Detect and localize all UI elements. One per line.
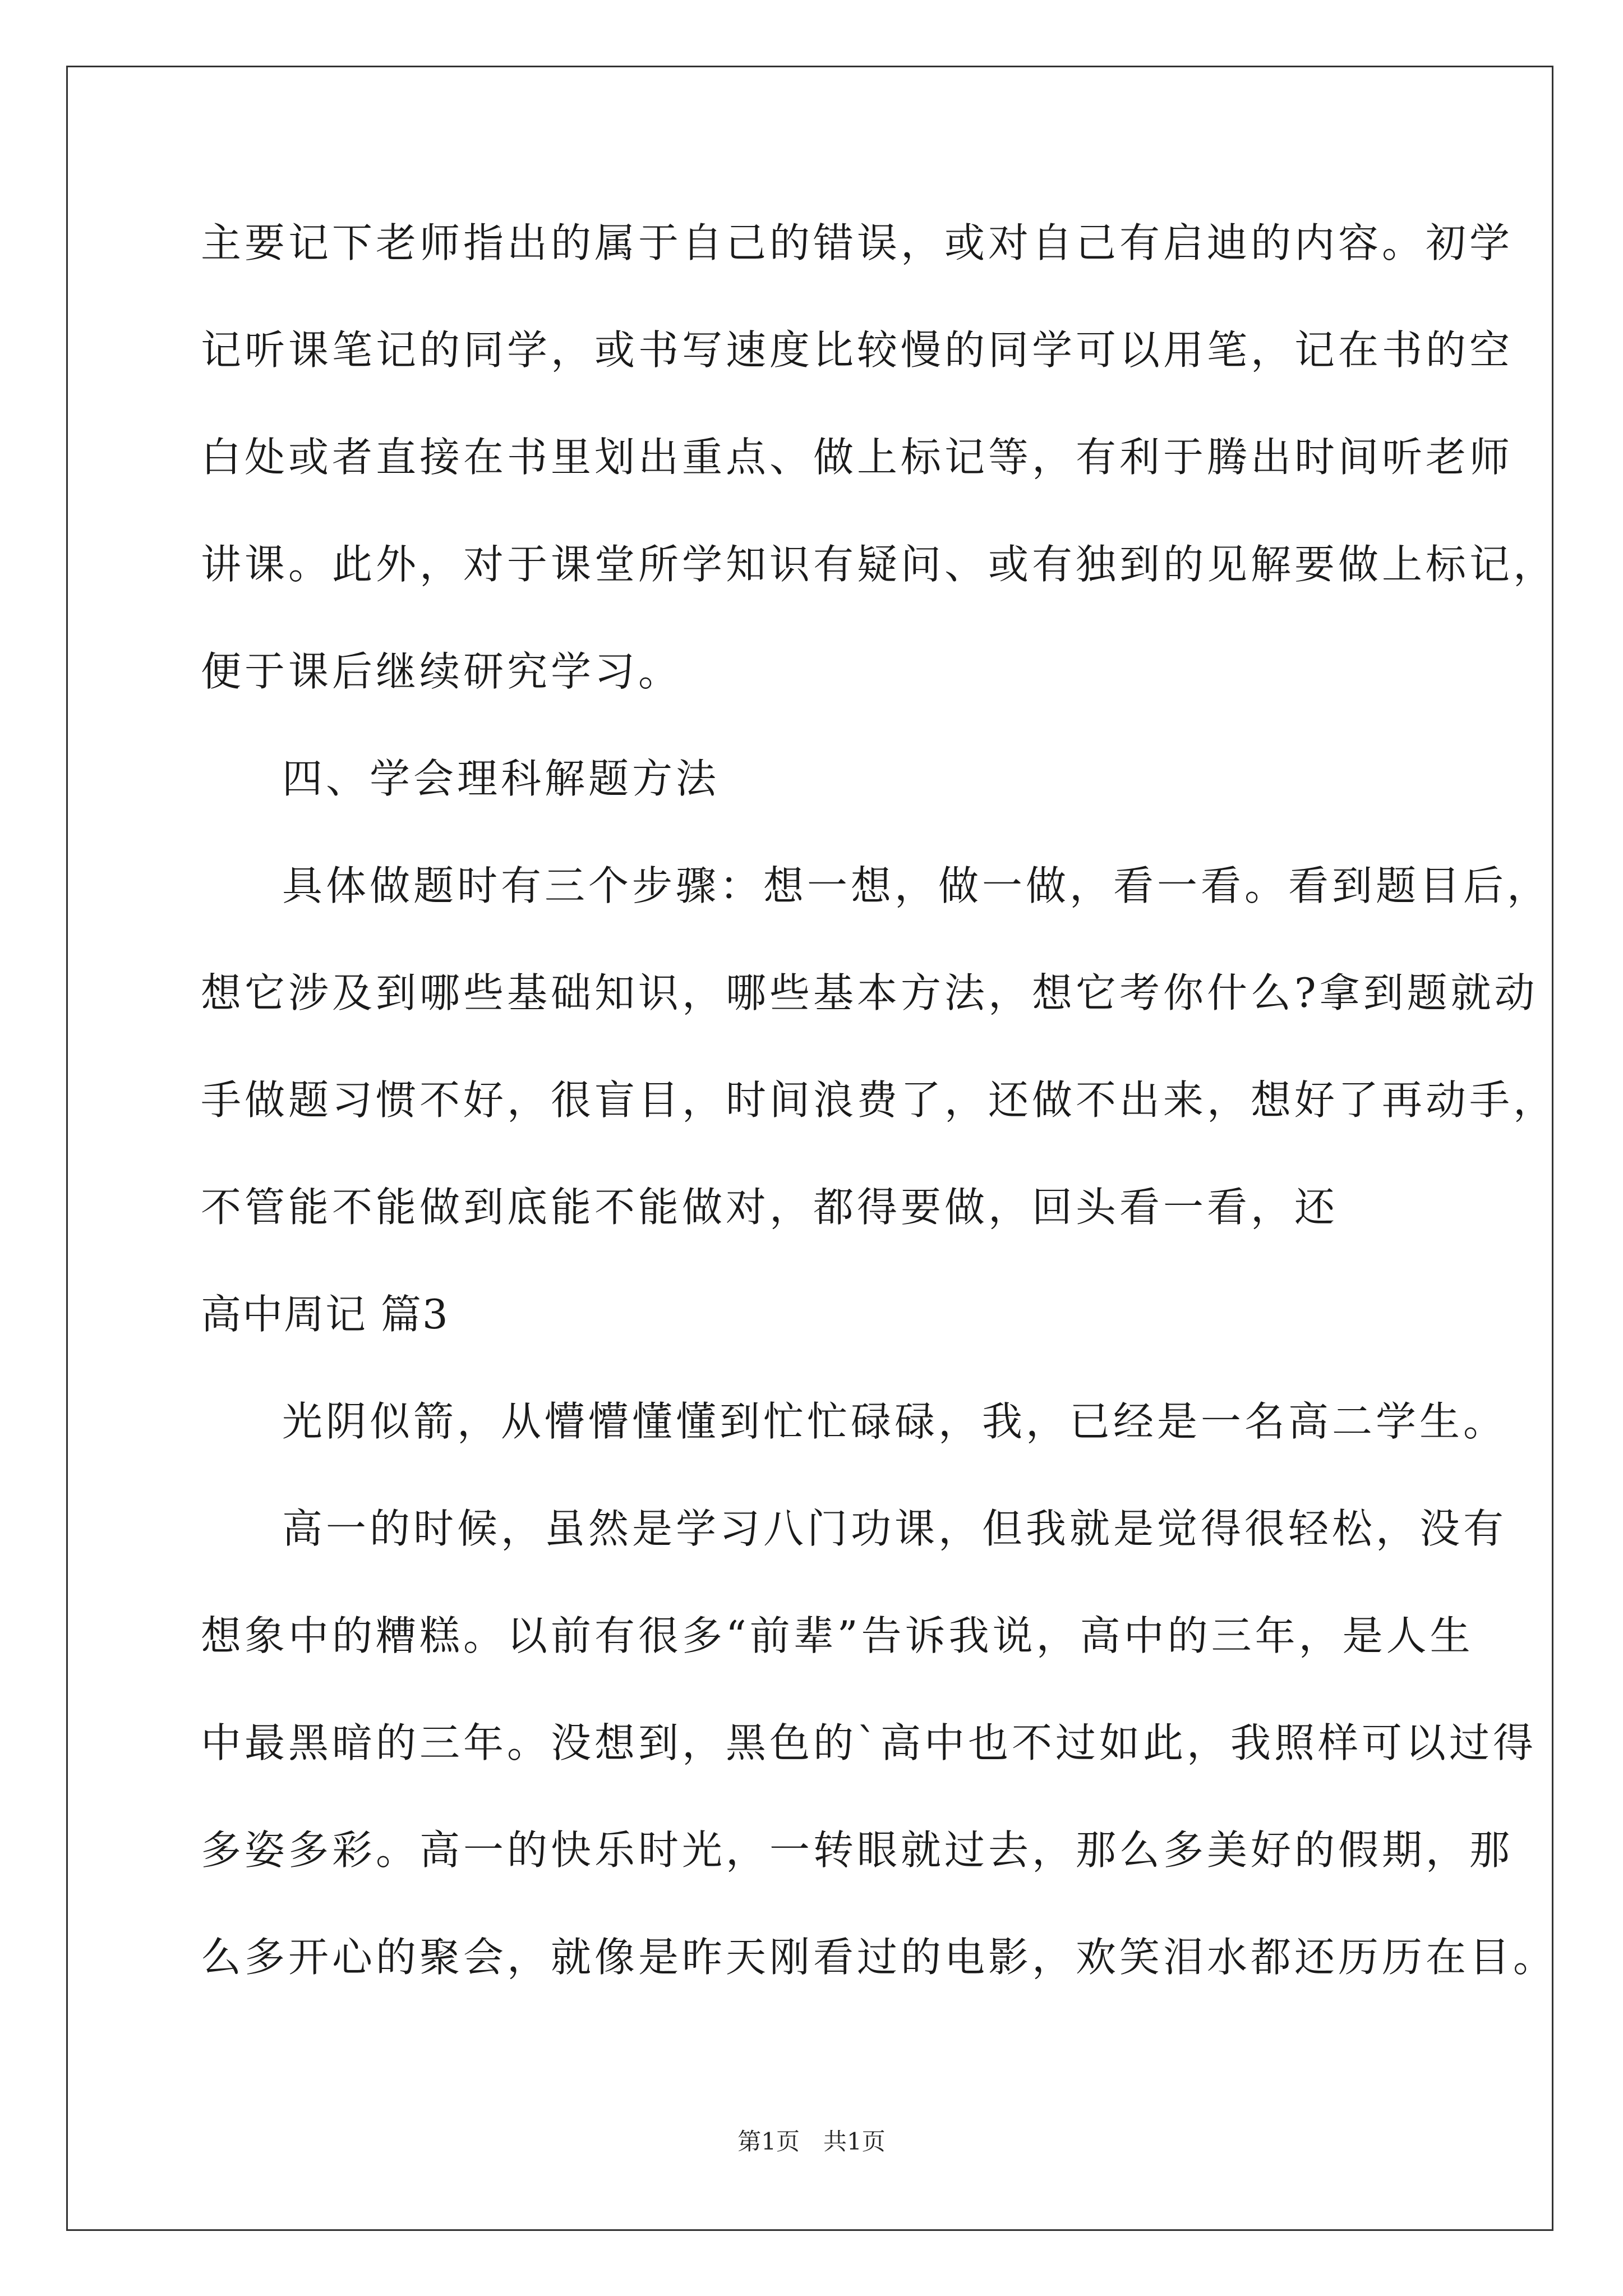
text-line: 想象中的糟糕。以前有很多“前辈”告诉我说，高中的三年，是人生 xyxy=(201,1612,1474,1659)
section-heading: 四、学会理科解题方法 xyxy=(282,755,720,802)
text-line: 想它涉及到哪些基础知识，哪些基本方法，想它考你什么?拿到题就动 xyxy=(201,969,1538,1016)
text-line: 中最黑暗的三年。没想到，黑色的`高中也不过如此，我照样可以过得 xyxy=(201,1719,1537,1766)
text-line: 便于课后继续研究学习。 xyxy=(201,648,683,695)
page-footer: 第1页 共1页 xyxy=(737,2128,886,2155)
text-line: 多姿多彩。高一的快乐时光，一转眼就过去，那么多美好的假期，那 xyxy=(201,1826,1514,1874)
text-line: 白处或者直接在书里划出重点、做上标记等，有利于腾出时间听老师 xyxy=(201,434,1514,481)
text-line: 讲课。此外，对于课堂所学知识有疑问、或有独到的见解要做上标记， xyxy=(201,541,1557,588)
text-line: 么多开心的聚会，就像是昨天刚看过的电影，欢笑泪水都还历历在目。 xyxy=(201,1934,1557,1981)
page-border xyxy=(66,66,1553,2231)
text-line: 高一的时候，虽然是学习八门功课，但我就是觉得很轻松，没有 xyxy=(282,1505,1507,1552)
text-line: 主要记下老师指出的属于自己的错误，或对自己有启迪的内容。初学 xyxy=(201,219,1514,266)
text-line: 手做题习惯不好，很盲目，时间浪费了，还做不出来，想好了再动手， xyxy=(201,1076,1557,1124)
text-line: 不管能不能做到底能不能做对，都得要做，回头看一看，还 xyxy=(201,1184,1339,1231)
article-title: 高中周记 篇3 xyxy=(201,1291,449,1338)
text-line: 光阴似箭，从懵懵懂懂到忙忙碌碌，我，已经是一名高二学生。 xyxy=(282,1398,1507,1445)
text-line: 记听课笔记的同学，或书写速度比较慢的同学可以用笔，记在书的空 xyxy=(201,326,1514,374)
text-line: 具体做题时有三个步骤：想一想，做一做，看一看。看到题目后， xyxy=(282,862,1551,909)
